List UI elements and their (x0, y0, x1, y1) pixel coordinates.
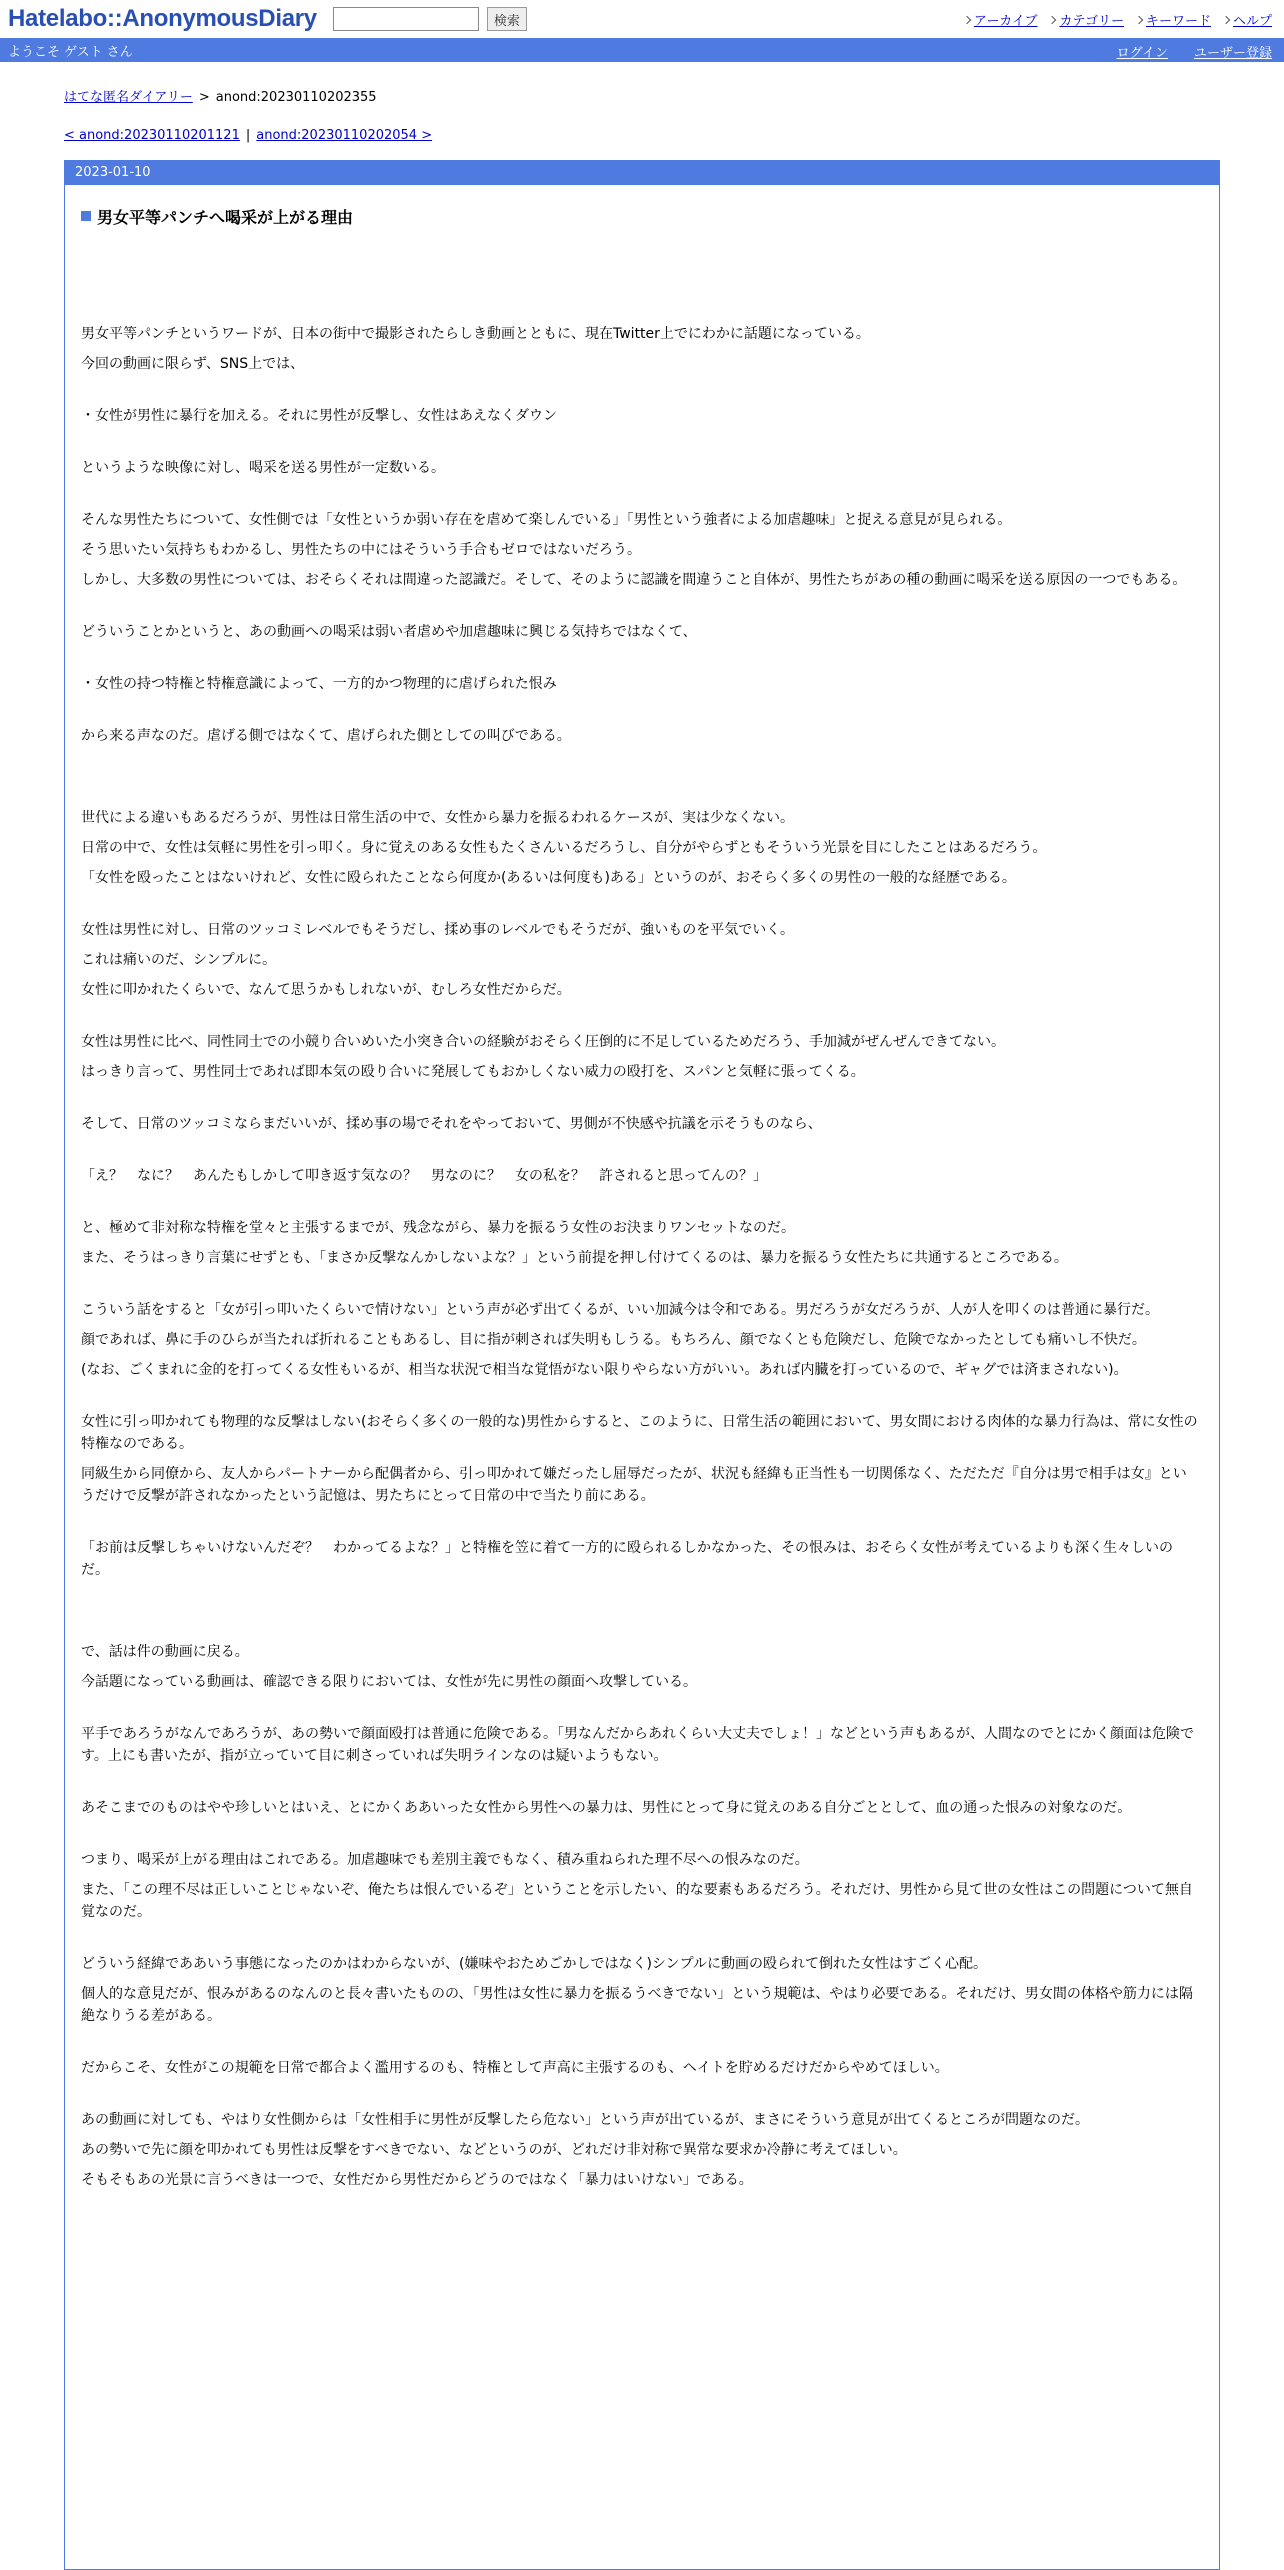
paragraph: と、極めて非対称な特権を堂々と主張するまでが、残念ながら、暴力を振るう女性のお決まりワンセットなのだ。 (81, 1220, 795, 1236)
main-content (64, 62, 1220, 2570)
breadcrumb-separator: > (198, 90, 210, 105)
paragraph: どういうことかというと、あの動画への喝采は弱い者虐めや加虐趣味に興じる気持ちではなくて、 (81, 624, 697, 640)
paragraph: 「お前は反撃しちゃいけないんだぞ？ わかってるよな？」と特権を笠に着て一方的に殴られるしかなかった、その恨みは、おそらく女性が考えているよりも深く生々しいのだ。 (81, 1540, 1173, 1578)
prev-entry-link[interactable]: < anond:20230110201121 (64, 128, 240, 143)
header-bar (0, 0, 1284, 38)
paragraph: あの動画に対しても、やはり女性側からは「女性相手に男性が反撃したら危ない」という声が出ているが、まさにそういう意見が出てくるところが問題なのだ。 (81, 2112, 1089, 2128)
chevron-right-icon (1135, 15, 1143, 23)
register-link[interactable]: ユーザー登録 (1193, 46, 1272, 61)
paragraph: 女性は男性に比べ、同性同士での小競り合いめいた小突き合いの経験がおそらく圧倒的に不足しているためだろう、手加減がぜんぜんできてない。 (81, 1034, 1005, 1050)
login-link[interactable]: ログイン (1116, 46, 1168, 61)
paragraph: そもそもあの光景に言うべきは一つで、女性だから男性だからどうのではなく「暴力はいけない」である。 (81, 2172, 753, 2188)
welcome-text: ようこそ ゲスト さん (8, 44, 133, 60)
paragraph: 平手であろうがなんであろうが、あの勢いで顔面殴打は普通に危険である。「男なんだからあれくらい大丈夫でしょ！」などという声もあるが、人間なのでとにかく顔面は危険です。上にも書いたが、指が立っていて目に刺さっていれば失明ラインなのは疑いようもない。 (81, 1726, 1194, 1764)
entry-body (81, 323, 1199, 2191)
paragraph: だからこそ、女性がこの規範を日常で都合よく濫用するのも、特権として声高に主張するのも、ヘイトを貯めるだけだからやめてほしい。 (81, 2060, 949, 2076)
day-date: 2023-01-10 (65, 161, 1219, 185)
archive-link[interactable]: アーカイブ (973, 14, 1038, 29)
paragraph: これは痛いのだ、シンプルに。 (81, 952, 277, 968)
entry-title (81, 205, 1199, 227)
paragraph: 世代による違いもあるだろうが、男性は日常生活の中で、女性から暴力を振るわれるケースが、実は少なくない。 (81, 810, 795, 826)
paragraph: 顔であれば、鼻に手のひらが当たれば折れることもあるし、目に指が刺されば失明もしうる。もちろん、顔でなくとも危険だし、危険でなかったとしても痛いし不快だ。 (81, 1332, 1146, 1348)
square-bullet-icon (81, 211, 91, 221)
paragraph: また、「この理不尽は正しいことじゃないぞ、俺たちは恨んでいるぞ」ということを示したい、的な要素もあるだろう。それだけ、男性から見て世の女性はこの問題について無自覚なのだ。 (81, 1882, 1193, 1920)
paragraph: しかし、大多数の男性については、おそらくそれは間違った認識だ。そして、そのように認識を間違うこと自体が、男性たちがあの種の動画に喝采を送る原因の一つでもある。 (81, 572, 1187, 588)
keyword-link[interactable]: キーワード (1145, 14, 1211, 29)
paragraph: ・女性が男性に暴行を加える。それに男性が反撃し、女性はあえなくダウン (81, 408, 557, 424)
paragraph: 今回の動画に限らず、SNS上では、 (81, 356, 305, 372)
breadcrumb (64, 86, 1220, 106)
paragraph: で、話は件の動画に戻る。 (81, 1644, 249, 1660)
chevron-right-icon (1048, 15, 1056, 23)
search-button[interactable]: 検索 (487, 7, 527, 31)
paragraph: はっきり言って、男性同士であれば即本気の殴り合いに発展してもおかしくない威力の殴打を、スパンと気軽に張ってくる。 (81, 1064, 865, 1080)
day-section (64, 160, 1220, 2570)
entry (65, 185, 1219, 2191)
paragraph: (なお、ごくまれに金的を打ってくる女性もいるが、相当な状況で相当な覚悟がない限りやらない方がいい。あれば内臓を打っているので、ギャグでは済まされない)。 (81, 1362, 1128, 1378)
nav-separator: | (245, 128, 251, 143)
entry-title-text: 男女平等パンチへ喝采が上がる理由 (97, 207, 354, 227)
chevron-right-icon (1222, 15, 1230, 23)
next-entry-link[interactable]: anond:20230110202054 > (256, 128, 433, 143)
chevron-right-icon (963, 15, 971, 23)
paragraph: そんな男性たちについて、女性側では「女性というか弱い存在を虐めて楽しんでいる」「男性という強者による加虐趣味」と捉える意見が見られる。 (81, 512, 1012, 528)
entry-navigation (64, 128, 1220, 148)
help-link[interactable]: ヘルプ (1232, 14, 1272, 29)
paragraph: というような映像に対し、喝采を送る男性が一定数いる。 (81, 460, 445, 476)
paragraph: 「女性を殴ったことはないけれど、女性に殴られたことなら何度か(あるいは何度も)ある」というのが、おそらく多くの男性の一般的な経歴である。 (81, 870, 1016, 886)
search-input[interactable] (333, 7, 479, 31)
paragraph: 女性に叩かれたくらいで、なんて思うかもしれないが、むしろ女性だからだ。 (81, 982, 571, 998)
paragraph: あの勢いで先に顔を叩かれても男性は反撃をすべきでない、などというのが、どれだけ非対称で異常な要求か冷静に考えてほしい。 (81, 2142, 907, 2158)
site-logo[interactable]: Hatelabo::AnonymousDiary (8, 5, 317, 32)
paragraph: 女性に引っ叩かれても物理的な反撃はしない(おそらく多くの一般的な)男性からすると、このように、日常生活の範囲において、男女間における肉体的な暴力行為は、常に女性の特権なのである。 (81, 1414, 1198, 1452)
paragraph: 同級生から同僚から、友人からパートナーから配偶者から、引っ叩かれて嫌だったし屈辱だったが、状況も経緯も正当性も一切関係なく、ただただ『自分は男で相手は女』というだけで反撃が許されなかったという記憶は、男たちにとって日常の中で当たり前にある。 (81, 1466, 1187, 1504)
paragraph: そう思いたい気持ちもわかるし、男性たちの中にはそういう手合もゼロではないだろう。 (81, 542, 641, 558)
paragraph: どういう経緯でああいう事態になったのかはわからないが、(嫌味やおためごかしではなく)シンプルに動画の殴られて倒れた女性はすごく心配。 (81, 1956, 988, 1972)
paragraph: こういう話をすると「女が引っ叩いたくらいで情けない」という声が必ず出てくるが、いい加減今は令和である。男だろうが女だろうが、人が人を叩くのは普通に暴行だ。 (81, 1302, 1159, 1318)
paragraph: から来る声なのだ。虐げる側ではなくて、虐げられた側としての叫びである。 (81, 728, 571, 744)
user-bar (0, 38, 1284, 62)
paragraph: 「え？ なに？ あんたもしかして叩き返す気なの？ 男なのに？ 女の私を？ 許されると思ってんの？」 (81, 1168, 767, 1184)
paragraph: 個人的な意見だが、恨みがあるのなんのと長々書いたものの、「男性は女性に暴力を振るうべきでない」という規範は、やはり必要である。それだけ、男女間の体格や筋力には隔絶なりうる差がある。 (81, 1986, 1193, 2024)
paragraph: 女性は男性に対し、日常のツッコミレベルでもそうだし、揉め事のレベルでもそうだが、強いものを平気でいく。 (81, 922, 795, 938)
paragraph: 日常の中で、女性は気軽に男性を引っ叩く。身に覚えのある女性もたくさんいるだろうし、自分がやらずともそういう光景を目にしたことはあるだろう。 (81, 840, 1047, 856)
paragraph: ・女性の持つ特権と特権意識によって、一方的かつ物理的に虐げられた恨み (81, 676, 557, 692)
category-link[interactable]: カテゴリー (1059, 14, 1124, 29)
paragraph: また、そうはっきり言葉にせずとも、「まさか反撃なんかしないよな？」という前提を押し付けてくるのは、暴力を振るう女性たちに共通するところである。 (81, 1250, 1068, 1266)
paragraph: 今話題になっている動画は、確認できる限りにおいては、女性が先に男性の顔面へ攻撃している。 (81, 1674, 697, 1690)
paragraph: あそこまでのものはやや珍しいとはいえ、とにかくああいった女性から男性への暴力は、男性にとって身に覚えのある自分ごととして、血の通った恨みの対象なのだ。 (81, 1800, 1132, 1816)
top-links (964, 10, 1272, 29)
breadcrumb-home-link[interactable]: はてな匿名ダイアリー (64, 90, 193, 105)
paragraph: つまり、喝采が上がる理由はこれである。加虐趣味でも差別主義でもなく、積み重ねられた理不尽への恨みなのだ。 (81, 1852, 809, 1868)
paragraph: 男女平等パンチというワードが、日本の街中で撮影されたらしき動画とともに、現在Twitter上でにわかに話題になっている。 (81, 326, 870, 342)
paragraph: そして、日常のツッコミならまだいいが、揉め事の場でそれをやっておいて、男側が不快感や抗議を示そうものなら、 (81, 1116, 822, 1132)
breadcrumb-current: anond:20230110202355 (215, 90, 377, 105)
